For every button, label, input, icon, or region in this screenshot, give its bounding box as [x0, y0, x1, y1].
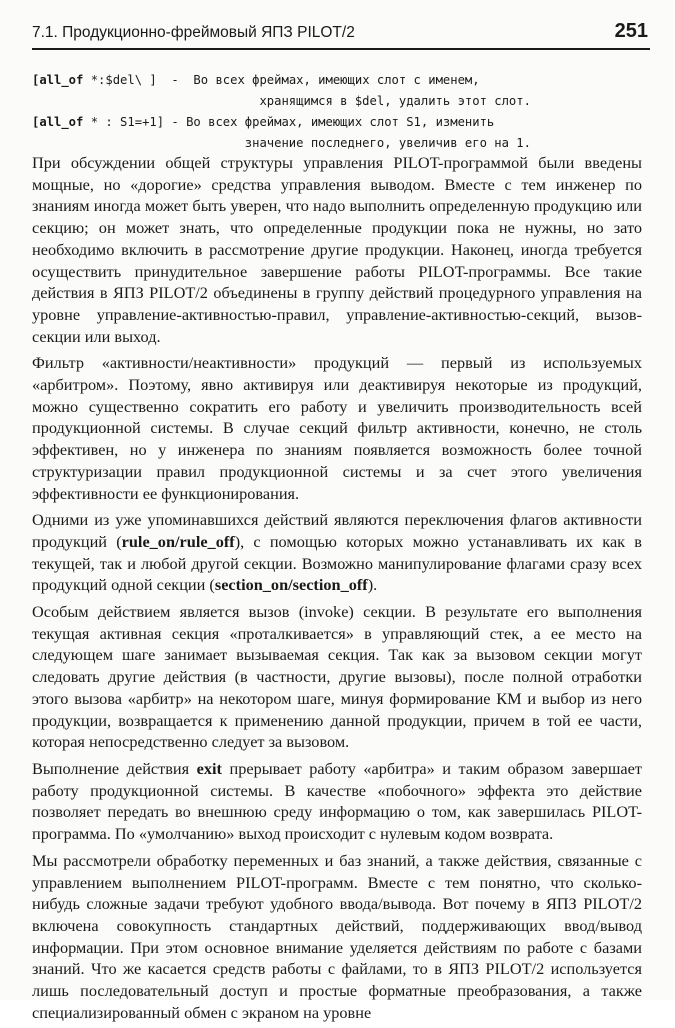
code-line-3: [32, 112, 652, 133]
text-run: Выполнение действия: [32, 758, 197, 778]
code-keyword: [all_of: [32, 73, 84, 87]
code-text: * : S1=+1] - Во всех фреймах, имеющих слот S1, изменить: [83, 115, 495, 129]
page-header: [32, 22, 650, 50]
code-line-4: значение последнего, увеличив его на 1.: [32, 136, 531, 150]
page-number: 251: [614, 20, 648, 42]
paragraph: Мы рассмотрели обработку переменных и баз знаний, а также действия, связанные с управлением выполнением PILOT-программ. Вместе с тем понятно, что сколько-нибудь сложные задачи требуют удобного ввода/вывода. Вот почему в ЯПЗ PILOT/2 включена совокупность стандартных действий, поддерживающих ввод/вывод информации. При этом основное внимание уделяется действиям по работе с базами знаний. Что же касается средств работы с файлами, то в ЯПЗ PILOT/2 используется лишь последовательный доступ и простые форматные преобразования, а также специализированный обмен с экраном на уровне: [32, 850, 642, 1022]
section-title: 7.1. Продукционно-фреймовый ЯПЗ PILOT/2: [32, 24, 355, 41]
code-keyword: [all_of: [32, 115, 84, 129]
paragraph: Особым действием является вызов (invoke) секции. В результате его выполнения текущая активная секция «проталкивается» в управляющий стек, а ее место на следующем шаге занимает вызываемая секция. Так как за вызовом секции могут следовать другие действия (в частности, другие вызовы), после полной отработки этого вызова «арбитр» на некотором шаге, минуя формирование КМ и выбор из него продукции, возвращается к применению данной продукции, причем в той ее части, которая непосредственно следует за вызовом.: [32, 602, 642, 752]
text-run: Одними из уже упоминавшихся действий являются переключения флагов активности продукций (: [32, 510, 642, 551]
bold-term: exit: [196, 758, 222, 778]
text-run: прерывает работу «арбитра» и таким образом завершает работу продукционной системы. В качестве «побочного» эффекта это действие позволяет передать во внешнюю среду информацию о том, как завершилась PILOT-программа. По «умолчанию» выход происходит с нулевым кодом возврата.: [32, 758, 642, 844]
text-run: ).: [367, 575, 378, 595]
code-example-block: [32, 70, 652, 154]
bold-term: section_on/section_off: [214, 575, 368, 595]
code-line-2: хранящимся в $del, удалить этот слот.: [32, 94, 531, 108]
paragraph: При обсуждении общей структуры управления PILOT-программой были введены мощные, но «дорогие» средства управления выводом. Вместе с тем инженер по знаниям иногда может быть уверен, что надо выполнить определенную продукцию или секцию; он может знать, что определенные продукции пока не нужны, но зато необходимо включить в рассмотрение другие продукции. Наконец, иногда требуется осуществить принудительное завершение работы PILOT-программы. Все такие действия в ЯПЗ PILOT/2 объединены в группу действий процедурного управления на уровне управление-активностью-правил, управление-активностью-секций, вызов-секции или выход.: [32, 153, 642, 346]
code-text: *:$del\ ] - Во всех фреймах, имеющих слот с именем,: [83, 73, 480, 87]
paragraph: [32, 758, 642, 845]
text-run: ), с помощью которых можно устанавливать их как в текущей, так и любой другой секции. Возможно манипулирование флагами сразу всех продукций одной секции (: [32, 531, 642, 595]
body-text: [32, 152, 642, 1028]
bold-term: rule_on/rule_off: [121, 531, 235, 551]
code-line-1: [32, 70, 652, 91]
paragraph: Фильтр «активности/неактивности» продукций — первый из используемых «арбитром». Поэтому, явно активируя или деактивируя некоторые из продукций, можно существенно сократить его работу и увеличить производительность всей продукционной системы. В случае секций фильтр активности, конечно, не столь эффективен, но у инженера по знаниям появляется возможность более точной структуризации правил продукционной системы и за счет этого увеличения эффективности ее функционирования.: [32, 353, 642, 503]
paragraph: [32, 509, 642, 596]
